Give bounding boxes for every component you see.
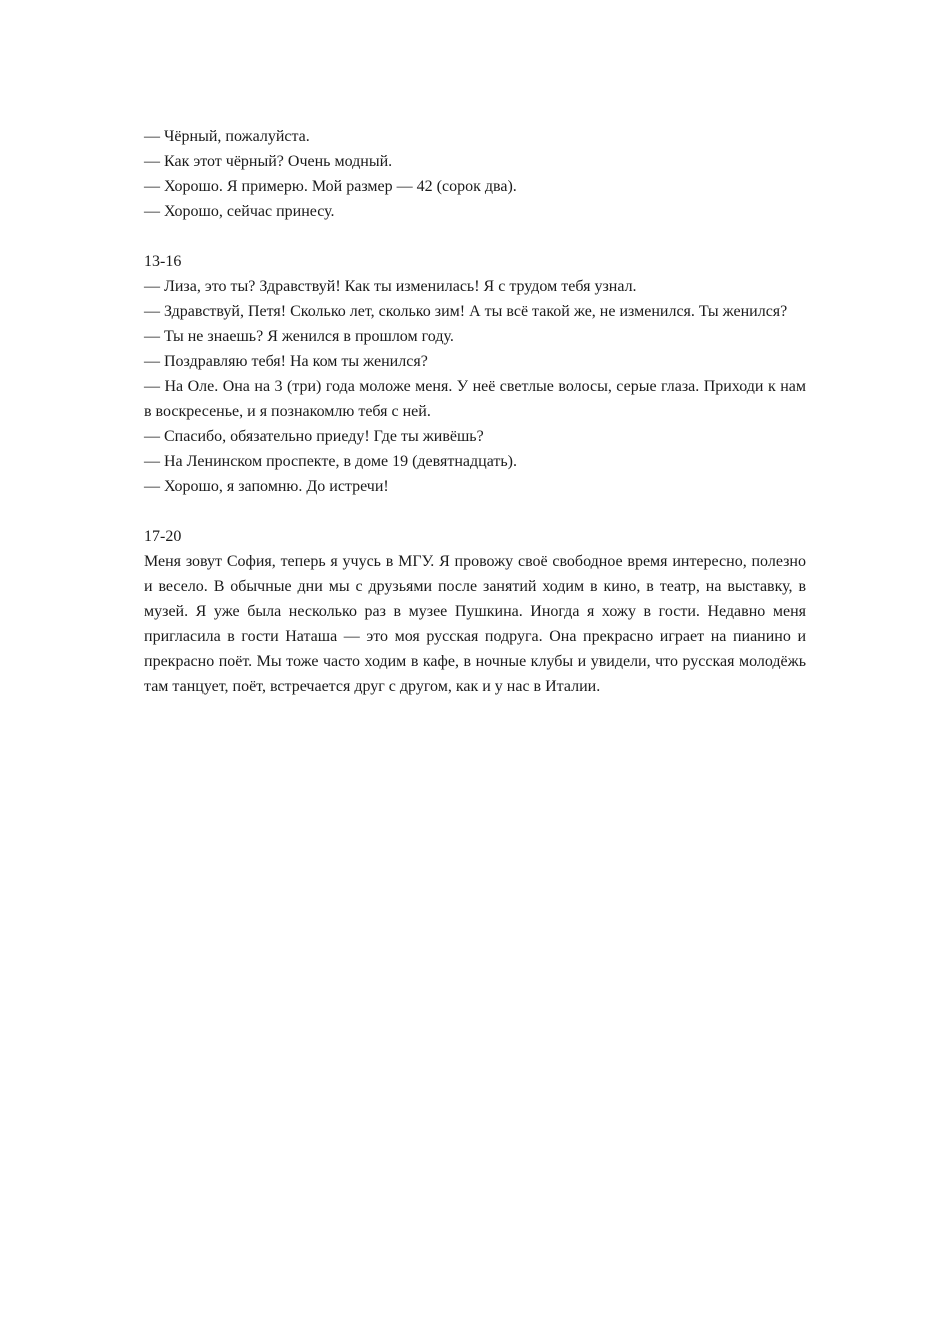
section-heading: 17-20 [144,528,182,545]
text-block-3 [144,524,806,699]
dialogue-line: — На Оле. Она на 3 (три) года моложе меня. У неё светлые волосы, серые глаза. Приходи к нам в воскресенье, и я познакомлю тебя с ней. [144,378,806,420]
dialogue-line: — Как этот чёрный? Очень модный. [144,153,393,170]
dialogue-line: — Хорошо. Я примерю. Мой размер — 42 (сорок два). [144,178,517,195]
dialogue-line: — Лиза, это ты? Здравствуй! Как ты изменилась! Я с трудом тебя узнал. [144,278,637,295]
document-page [144,124,806,699]
spacer [144,224,806,249]
dialogue-line: — На Ленинском проспекте, в доме 19 (девятнадцать). [144,453,518,470]
dialogue-line: — Ты не знаешь? Я женился в прошлом году. [144,328,454,345]
dialogue-line: — Чёрный, пожалуйста. [144,128,310,145]
dialogue-line: — Здравствуй, Петя! Сколько лет, сколько зим! А ты всё такой же, не изменился. Ты женился? [144,303,788,320]
body-paragraph: Меня зовут София, теперь я учусь в МГУ. Я провожу своё свободное время интересно, полезно и весело. В обычные дни мы с друзьями после занятий ходим в кино, в театр, на выставку, в музей. Я уже была несколько раз в музее Пушкина. Иногда я хожу в гости. Недавно меня пригласила в гости Наташа — это моя русская подруга. Она прекрасно играет на пианино и прекрасно поёт. Мы тоже часто ходим в кафе, в ночные клубы и увидели, что русская молодёжь там танцует, поёт, встречается друг с другом, как и у нас в Италии. [144,553,806,695]
spacer [144,499,806,524]
section-heading: 13-16 [144,253,182,270]
dialogue-block-1 [144,124,806,224]
dialogue-line: — Хорошо, я запомню. До истречи! [144,478,389,495]
dialogue-block-2 [144,249,806,499]
dialogue-line: — Спасибо, обязательно приеду! Где ты живёшь? [144,428,484,445]
dialogue-line: — Поздравляю тебя! На ком ты женился? [144,353,428,370]
dialogue-line: — Хорошо, сейчас принесу. [144,203,335,220]
